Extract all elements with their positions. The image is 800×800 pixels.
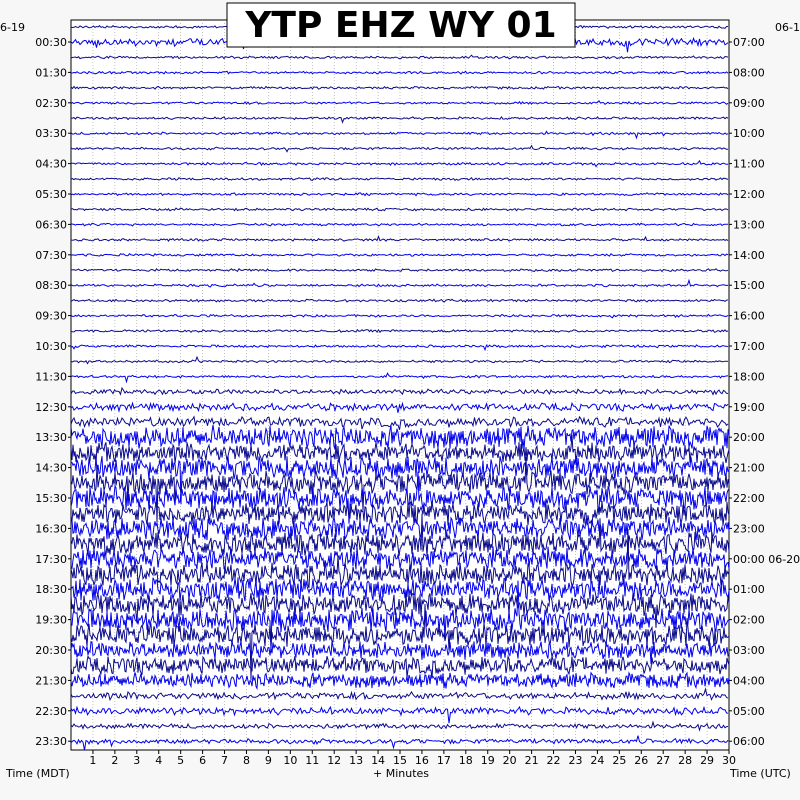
right-time-label: 17:00 bbox=[733, 340, 765, 353]
x-tick-label: 8 bbox=[242, 754, 250, 767]
x-tick-label: 28 bbox=[678, 754, 693, 767]
left-axis-label: Time (MDT) bbox=[6, 767, 70, 780]
right-axis-label: Time (UTC) bbox=[730, 767, 791, 780]
left-time-label: 23:30 bbox=[35, 735, 67, 749]
x-tick-label: 30 bbox=[722, 754, 736, 767]
left-time-label: 13:30 bbox=[35, 431, 67, 445]
left-time-label: 06:30 bbox=[35, 218, 67, 232]
right-time-label: 22:00 bbox=[733, 492, 765, 505]
left-time-label: 12:30 bbox=[35, 400, 67, 414]
x-tick-label: 9 bbox=[264, 754, 272, 767]
x-axis-label: + Minutes bbox=[373, 767, 430, 780]
left-time-label: 04:30 bbox=[35, 157, 67, 171]
x-tick-label: 29 bbox=[700, 754, 715, 767]
right-time-label: 23:00 bbox=[733, 522, 765, 536]
x-tick-label: 2 bbox=[111, 754, 119, 767]
x-tick-label: 6 bbox=[199, 754, 207, 767]
x-tick-label: 3 bbox=[133, 754, 141, 767]
right-time-label: 06:00 bbox=[733, 735, 765, 749]
right-time-label: 16:00 bbox=[733, 309, 765, 323]
right-time-label: 09:00 bbox=[733, 96, 765, 110]
right-time-label: 19:00 bbox=[733, 400, 765, 414]
right-time-label: 20:00 bbox=[733, 431, 765, 445]
left-time-label: 10:30 bbox=[35, 340, 67, 353]
x-tick-label: 24 bbox=[590, 754, 605, 767]
left-time-label: 20:30 bbox=[35, 644, 67, 657]
left-time-label: 11:30 bbox=[35, 370, 67, 384]
x-tick-label: 10 bbox=[283, 754, 298, 767]
x-tick-labels bbox=[89, 750, 736, 767]
left-time-label: 19:30 bbox=[35, 613, 67, 627]
x-tick-label: 26 bbox=[634, 754, 649, 767]
left-time-label: 01:30 bbox=[35, 66, 67, 80]
x-tick-label: 1 bbox=[89, 754, 97, 767]
right-time-label: 11:00 bbox=[733, 157, 765, 171]
right-time-label: 15:00 bbox=[733, 279, 765, 293]
right-time-label: 13:00 bbox=[733, 218, 765, 232]
right-time-labels bbox=[729, 36, 800, 748]
x-tick-label: 22 bbox=[546, 754, 561, 767]
left-time-label: 16:30 bbox=[35, 522, 67, 536]
left-time-label: 17:30 bbox=[35, 552, 67, 566]
right-time-label: 02:00 bbox=[733, 613, 765, 627]
left-time-label: 07:30 bbox=[35, 248, 67, 262]
left-time-label: 15:30 bbox=[35, 492, 67, 505]
right-time-label: 14:00 bbox=[733, 248, 765, 262]
right-time-label: 04:00 bbox=[733, 674, 765, 688]
x-tick-label: 19 bbox=[480, 754, 495, 767]
x-tick-label: 5 bbox=[177, 754, 185, 767]
right-time-label: 00:00 06-20 bbox=[733, 552, 800, 566]
x-tick-label: 7 bbox=[221, 754, 229, 767]
right-time-label: 05:00 bbox=[733, 704, 765, 718]
right-time-label: 01:00 bbox=[733, 583, 765, 597]
left-time-label: 03:30 bbox=[35, 127, 67, 141]
x-tick-label: 13 bbox=[349, 754, 364, 767]
x-tick-label: 15 bbox=[393, 754, 407, 767]
right-time-label: 07:00 bbox=[733, 36, 765, 49]
left-time-label: 02:30 bbox=[35, 96, 67, 110]
left-time-label: 08:30 bbox=[35, 279, 67, 293]
right-time-label: 12:00 bbox=[733, 188, 765, 201]
x-tick-label: 18 bbox=[458, 754, 473, 767]
left-date-label: 6-19 bbox=[0, 21, 25, 34]
x-tick-label: 12 bbox=[327, 754, 342, 767]
left-time-label: 00:30 bbox=[35, 36, 67, 49]
right-time-label: 18:00 bbox=[733, 370, 765, 384]
x-tick-label: 21 bbox=[524, 754, 539, 767]
chart-title: YTP EHZ WY 01 bbox=[245, 5, 557, 46]
right-time-label: 21:00 bbox=[733, 461, 765, 475]
x-tick-label: 23 bbox=[568, 754, 583, 767]
x-tick-label: 25 bbox=[612, 754, 627, 767]
left-time-labels bbox=[35, 36, 71, 748]
x-tick-label: 4 bbox=[155, 754, 163, 767]
left-time-label: 21:30 bbox=[35, 674, 67, 688]
right-time-label: 10:00 bbox=[733, 127, 765, 141]
x-tick-label: 17 bbox=[436, 754, 451, 767]
left-time-label: 22:30 bbox=[35, 704, 67, 718]
right-date-label: 06-1 bbox=[775, 21, 800, 34]
x-tick-label: 16 bbox=[414, 754, 429, 767]
x-tick-label: 11 bbox=[305, 754, 320, 767]
left-time-label: 14:30 bbox=[35, 461, 67, 475]
left-time-label: 18:30 bbox=[35, 583, 67, 597]
x-tick-label: 20 bbox=[502, 754, 517, 767]
x-tick-label: 27 bbox=[656, 754, 671, 767]
x-tick-label: 14 bbox=[371, 754, 386, 767]
plot-background bbox=[71, 20, 729, 750]
right-time-label: 03:00 bbox=[733, 644, 765, 657]
left-time-label: 09:30 bbox=[35, 309, 67, 323]
left-time-label: 05:30 bbox=[35, 188, 67, 201]
right-time-label: 08:00 bbox=[733, 66, 765, 80]
